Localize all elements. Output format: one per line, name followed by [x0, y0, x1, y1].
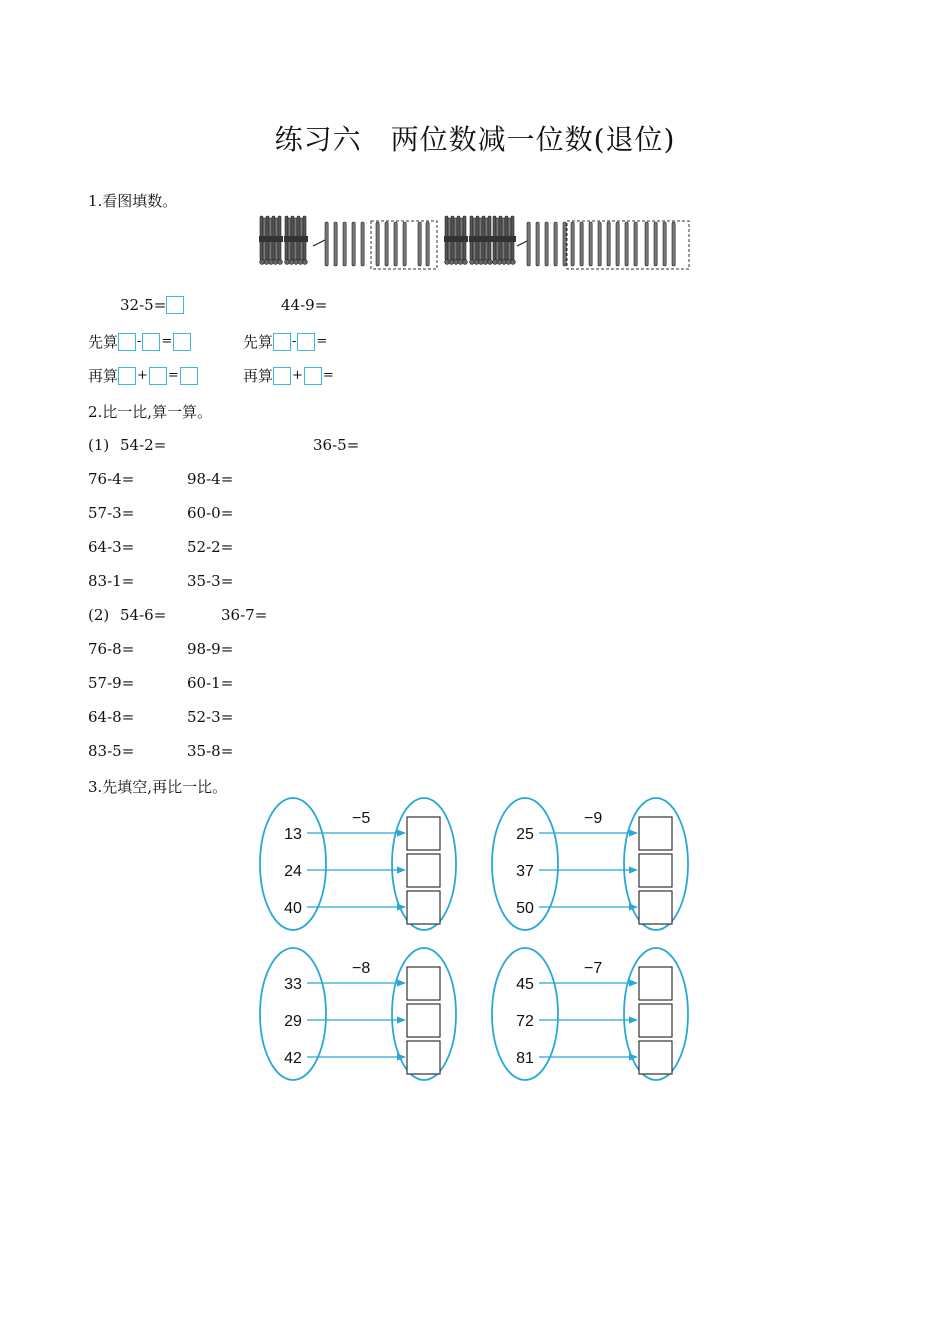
- operation-label: −5: [352, 810, 371, 827]
- q2-part1-row3-b: 52-2=: [187, 538, 234, 556]
- single-stick: [403, 222, 406, 266]
- input-number: 42: [284, 1050, 302, 1067]
- q1-right-step2-box-b[interactable]: [304, 367, 322, 385]
- input-number: 33: [284, 976, 302, 993]
- q1-left-step2-label: 再算: [88, 367, 119, 385]
- stick-bundle: [259, 216, 283, 264]
- answer-box[interactable]: [639, 1041, 672, 1074]
- mapping-group: [492, 798, 688, 930]
- single-stick: [645, 222, 648, 266]
- single-stick: [426, 222, 429, 266]
- q2-part2-row1-b: 98-9=: [187, 640, 234, 658]
- q1-left-step2: [88, 365, 198, 386]
- input-number: 72: [516, 1013, 534, 1030]
- q1-left-expression: [120, 296, 184, 314]
- q1-left-step1-box-c[interactable]: [173, 333, 191, 351]
- input-number: 24: [284, 863, 302, 880]
- input-number: 40: [284, 900, 302, 917]
- q1-right-step2-box-a[interactable]: [273, 367, 291, 385]
- answer-box[interactable]: [639, 891, 672, 924]
- single-stick: [607, 222, 610, 266]
- single-stick: [563, 222, 566, 266]
- stick-bundle: [284, 216, 308, 264]
- q2-part2-row2-a: 57-9=: [88, 674, 135, 692]
- answer-box[interactable]: [407, 891, 440, 924]
- stick-bundle: [492, 216, 516, 264]
- mapping-group: [260, 948, 456, 1080]
- single-stick: [616, 222, 619, 266]
- strike-mark: [313, 240, 325, 246]
- answer-box[interactable]: [407, 817, 440, 850]
- q2-part2-row3-a: 64-8=: [88, 708, 135, 726]
- single-stick: [334, 222, 337, 266]
- answer-box[interactable]: [639, 967, 672, 1000]
- single-stick: [654, 222, 657, 266]
- minus-sign: -: [137, 334, 142, 349]
- q2-part2-label: (2): [88, 606, 110, 624]
- operation-label: −8: [352, 960, 371, 977]
- q2-part2-row4-b: 35-8=: [187, 742, 234, 760]
- answer-box[interactable]: [639, 1004, 672, 1037]
- q1-left-step2-box-b[interactable]: [149, 367, 167, 385]
- q2-part1-first-b: 36-5=: [313, 436, 360, 454]
- input-number: 50: [516, 900, 534, 917]
- single-stick: [598, 222, 601, 266]
- q2-heading: 2.比一比,算一算。: [88, 403, 213, 421]
- input-number: 81: [516, 1050, 534, 1067]
- q1-left-step2-box-c[interactable]: [180, 367, 198, 385]
- q2-part1-row2-b: 60-0=: [187, 504, 234, 522]
- q2-part1-first-a: 54-2=: [120, 436, 167, 454]
- q1-right-step2-label: 再算: [243, 367, 274, 385]
- stick-bundle: [444, 216, 468, 264]
- q1-left-step1-label: 先算: [88, 333, 119, 351]
- q3-heading: 3.先填空,再比一比。: [88, 778, 228, 796]
- single-stick: [571, 222, 574, 266]
- q2-part1-row1-a: 76-4=: [88, 470, 135, 488]
- q1-right-expression: [281, 296, 327, 314]
- operation-label: −7: [584, 960, 603, 977]
- q1-right-step1: [243, 331, 328, 352]
- answer-box[interactable]: [407, 1004, 440, 1037]
- mapping-group: [492, 948, 688, 1080]
- equals-sign: =: [161, 334, 173, 349]
- q2-part1-label: (1): [88, 436, 110, 454]
- q2-part2-row3-b: 52-3=: [187, 708, 234, 726]
- q1-right-step1-box-b[interactable]: [297, 333, 315, 351]
- mapping-group: [260, 798, 456, 930]
- single-stick: [343, 222, 346, 266]
- mapping-diagrams: [255, 795, 695, 1090]
- single-stick: [536, 222, 539, 266]
- q2-part2-first-a: 54-6=: [120, 606, 167, 624]
- single-stick: [663, 222, 666, 266]
- equals-sign: =: [167, 368, 179, 383]
- input-number: 13: [284, 826, 302, 843]
- single-stick: [394, 222, 397, 266]
- single-stick: [352, 222, 355, 266]
- single-stick: [325, 222, 328, 266]
- input-number: 37: [516, 863, 534, 880]
- single-stick: [361, 222, 364, 266]
- q2-part1-row1-b: 98-4=: [187, 470, 234, 488]
- answer-box[interactable]: [407, 1041, 440, 1074]
- q1-left-step1: [88, 331, 191, 352]
- q1-left-step2-box-a[interactable]: [118, 367, 136, 385]
- q2-part2-row4-a: 83-5=: [88, 742, 135, 760]
- sticks-illustration: [255, 212, 695, 274]
- answer-box[interactable]: [639, 854, 672, 887]
- q1-left-answer-box[interactable]: [166, 296, 184, 314]
- single-stick: [545, 222, 548, 266]
- q1-right-step1-box-a[interactable]: [273, 333, 291, 351]
- answer-box[interactable]: [639, 817, 672, 850]
- minus-sign: -: [292, 334, 297, 349]
- single-stick: [589, 222, 592, 266]
- single-stick: [580, 222, 583, 266]
- q1-left-step1-box-b[interactable]: [142, 333, 160, 351]
- single-stick: [527, 222, 530, 266]
- equals-sign: =: [316, 334, 328, 349]
- single-stick: [672, 222, 675, 266]
- q1-left-expr: 32-5=: [120, 296, 167, 314]
- q1-right-expr: 44-9=: [281, 296, 328, 314]
- input-number: 45: [516, 976, 534, 993]
- input-number: 29: [284, 1013, 302, 1030]
- q2-part2-row2-b: 60-1=: [187, 674, 234, 692]
- page-title: 练习六 两位数减一位数(退位): [274, 123, 676, 156]
- q2-part1-row2-a: 57-3=: [88, 504, 135, 522]
- stick-bundle: [469, 216, 493, 264]
- single-stick: [376, 222, 379, 266]
- q1-right-step2: [243, 365, 335, 386]
- single-stick: [418, 222, 421, 266]
- single-stick: [625, 222, 628, 266]
- single-stick: [554, 222, 557, 266]
- q2-part1-row4-b: 35-3=: [187, 572, 234, 590]
- single-stick: [385, 222, 388, 266]
- q2-part1-row3-a: 64-3=: [88, 538, 135, 556]
- plus-sign: +: [292, 368, 303, 383]
- q1-heading: 1.看图填数。: [88, 192, 178, 210]
- q2-part2-first-b: 36-7=: [221, 606, 268, 624]
- operation-label: −9: [584, 810, 603, 827]
- plus-sign: +: [137, 368, 148, 383]
- input-number: 25: [516, 826, 534, 843]
- q2-part2-row1-a: 76-8=: [88, 640, 135, 658]
- q2-part1-row4-a: 83-1=: [88, 572, 135, 590]
- q1-right-step1-label: 先算: [243, 333, 274, 351]
- single-stick: [634, 222, 637, 266]
- answer-box[interactable]: [407, 967, 440, 1000]
- equals-sign: =: [322, 368, 334, 383]
- q1-left-step1-box-a[interactable]: [118, 333, 136, 351]
- answer-box[interactable]: [407, 854, 440, 887]
